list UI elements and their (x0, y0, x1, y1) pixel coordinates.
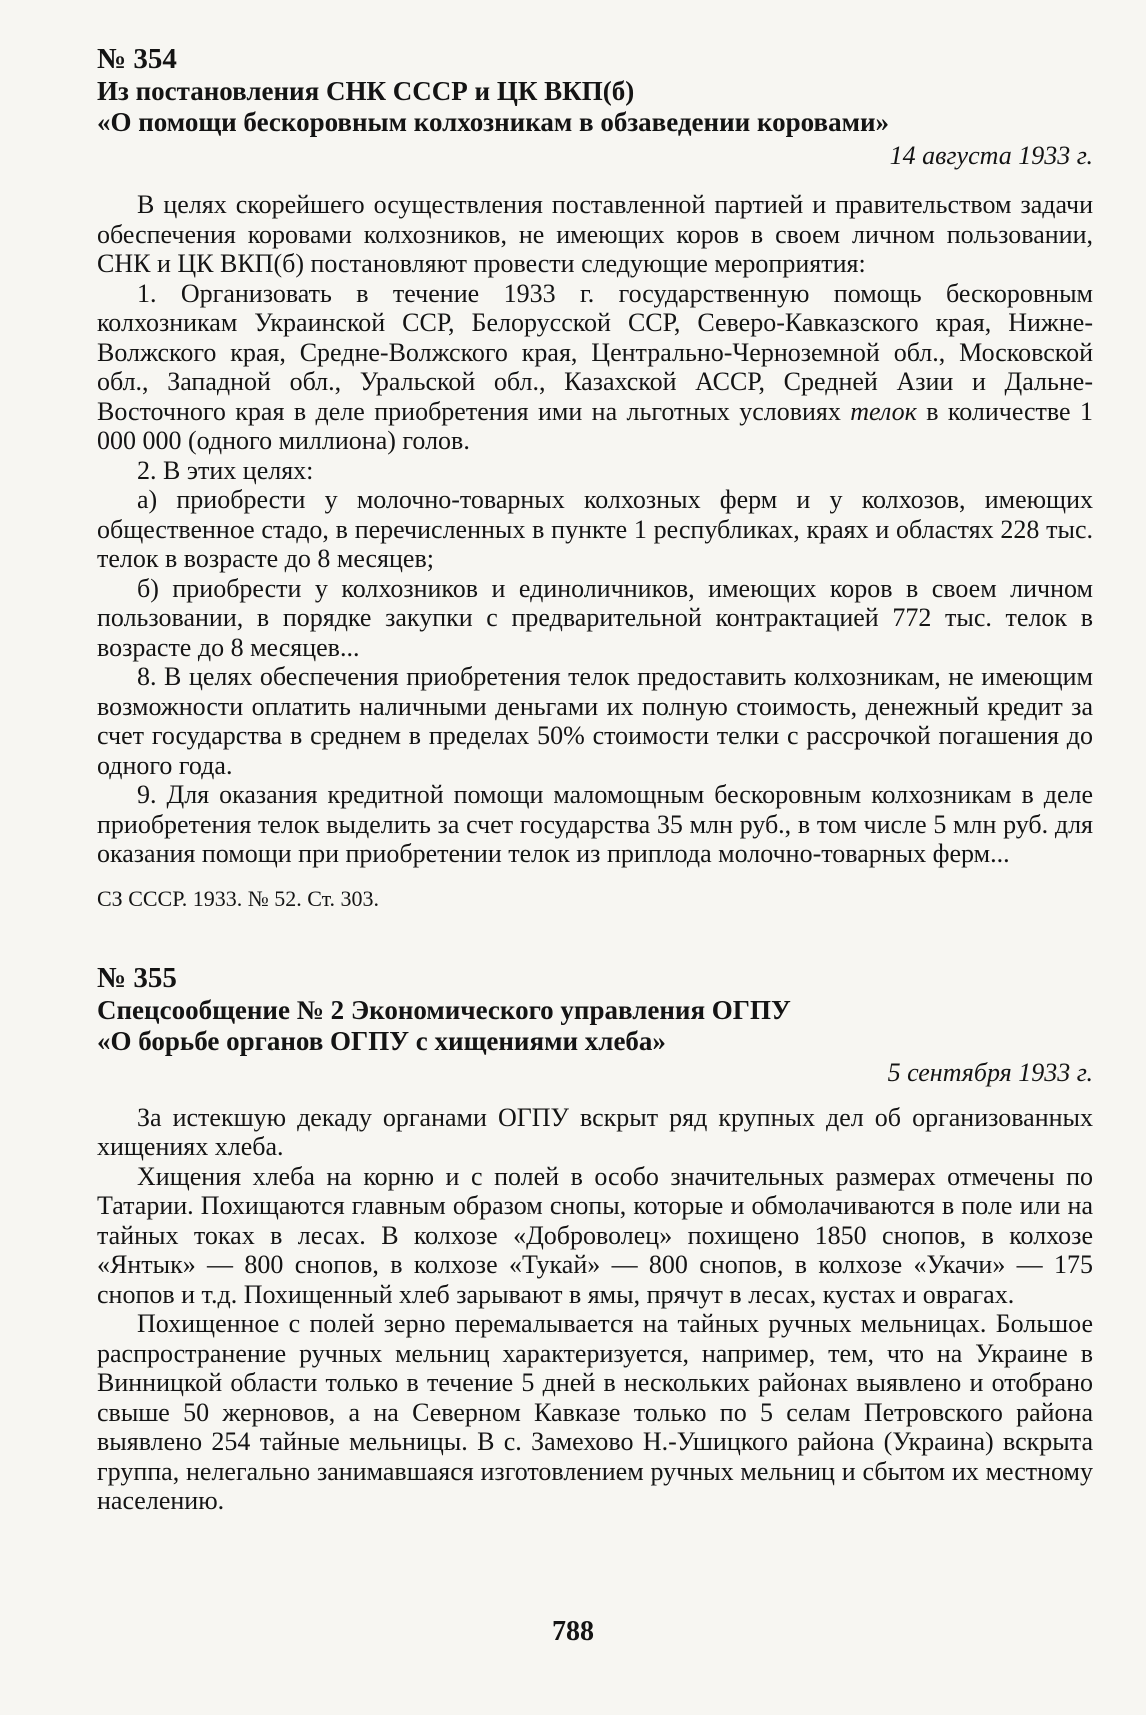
page-number: 788 (552, 1616, 594, 1647)
document-date: 14 августа 1933 г. (889, 141, 1093, 170)
text-block (97, 42, 1093, 1516)
paragraph (97, 279, 1093, 456)
document-355 (97, 961, 1093, 1516)
document-number: № 355 (97, 961, 177, 994)
document-354 (97, 42, 1093, 913)
paragraph: а) приобрести у молочно-товарных колхозных ферм и у колхозов, имеющих общественное стадо, в перечисленных в пункте 1 республиках, краях и областях 228 тыс. телок в возрасте до 8 месяцев; (97, 485, 1093, 573)
document-date: 5 сентября 1933 г. (887, 1057, 1093, 1087)
source-citation: СЗ СССР. 1933. № 52. Ст. 303. (97, 885, 380, 911)
paragraph: Хищения хлеба на корню и с полей в особо значительных размерах отмечены по Татарии. Похищаются главным образом снопы, которые и обмолачиваются в поле или на тайных токах в лесах. В колхозе «Доброволец» похищено 1850 снопов, в колхозе «Янтык» — 800 снопов, в колхозе «Тукай» — 800 снопов, в колхозе «Укачи» — 175 снопов и т.д. Похищенный хлеб зарывают в ямы, прячут в лесах, кустах и оврагах. (97, 1161, 1093, 1309)
paragraph: В целях скорейшего осуществления поставленной партией и правительством задачи обеспечения коровами колхозников, не имеющих коров в своем личном пользовании, СНК и ЦК ВКП(б) постановляют провести следующие мероприятия: (97, 190, 1093, 278)
paragraph: б) приобрести у колхозников и единоличников, имеющих коров в своем личном пользовании, в порядке закупки с предварительной контрактацией 772 тыс. телок в возрасте до 8 месяцев... (97, 573, 1093, 662)
paragraph-text: в количестве 1 000 000 (одного миллиона) голов. (97, 396, 1093, 455)
italic-term: телок (850, 396, 917, 426)
document-title-line-2: «О помощи бескоровным колхозникам в обзаведении коровами» (97, 107, 890, 137)
paragraph: 9. Для оказания кредитной помощи маломощным бескоровным колхозникам в деле приобретения телок выделить за счет государства 35 млн руб., в том числе 5 млн руб. для оказания помощи при приобретении телок из приплода молочно-товарных ферм... (97, 780, 1093, 868)
document-title-line-1: Из постановления СНК СССР и ЦК ВКП(б) (97, 76, 635, 106)
paragraph-text: 1. Организовать в течение 1933 г. государственную помощь бескоровным колхозникам Украинской ССР, Белорусской ССР, Северо-Кавказского края, Нижне-Волжского края, Средне-Волжского края, Центрально-Черноземной обл., Московской обл., Западной обл., Уральской обл., Казахской АССР, Средней Азии и Дальне-Восточного края в деле приобретения ими на льготных условиях (97, 278, 1093, 426)
paragraph: 2. В этих целях: (137, 455, 314, 485)
paragraph: 8. В целях обеспечения приобретения телок предоставить колхозникам, не имеющим возможности оплатить наличными деньгами их полную стоимость, денежный кредит за счет государства в среднем в пределах 50% стоимости телки с рассрочкой погашения до одного года. (97, 662, 1093, 780)
document-title-line-2: «О борьбе органов ОГПУ с хищениями хлеба» (97, 1025, 666, 1056)
paragraph: Похищенное с полей зерно перемалывается на тайных ручных мельницах. Большое распространение ручных мельниц характеризуется, например, тем, что на Украине в Винницкой области только в течение 5 дней в нескольких районах выявлено и отобрано свыше 50 жерновов, а на Северном Кавказе только по 5 селам Петровского района выявлено 254 тайные мельницы. В с. Замехово Н.-Ушицкого района (Украина) вскрыта группа, нелегально занимавшаяся изготовлением ручных мельниц и сбытом их местному населению. (97, 1309, 1093, 1515)
document-number: № 354 (97, 43, 177, 75)
paragraph: За истекшую декаду органами ОГПУ вскрыт ряд крупных дел об организованных хищениях хлеба. (97, 1102, 1093, 1161)
document-title-line-1: Спецсообщение № 2 Экономического управления ОГПУ (97, 994, 791, 1025)
